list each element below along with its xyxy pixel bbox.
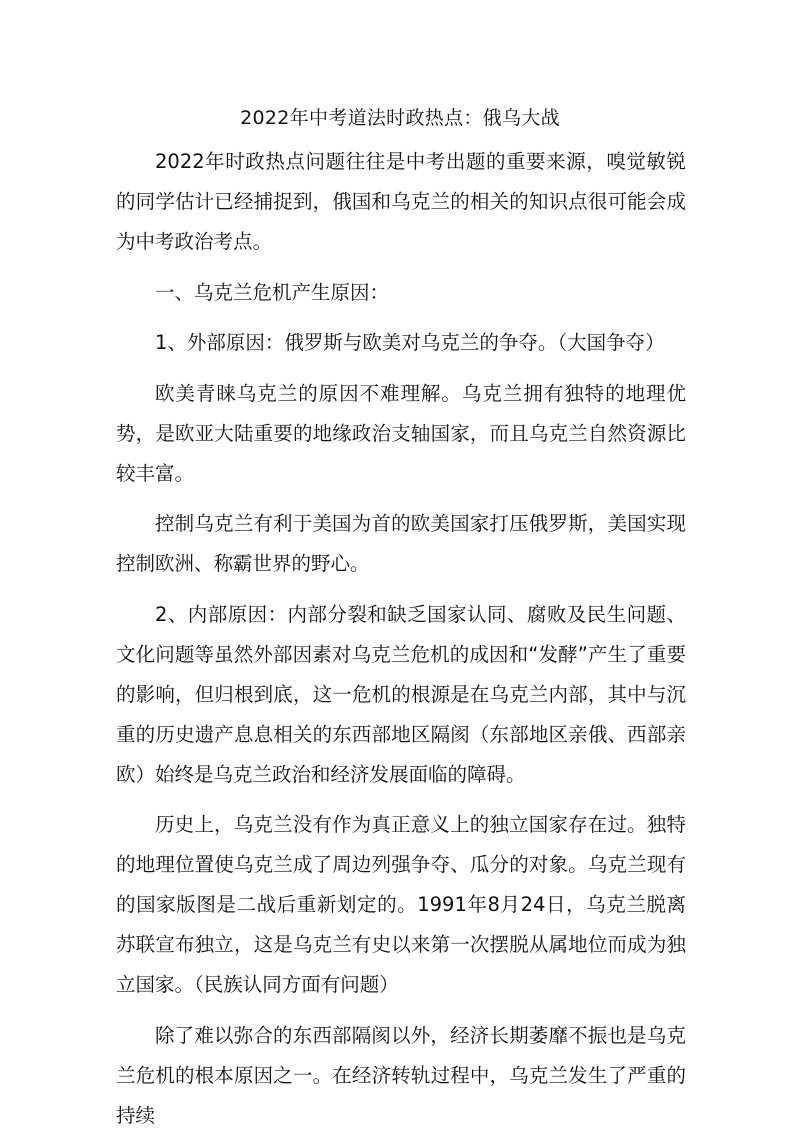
paragraph: 历史上，乌克兰没有作为真正意义上的独立国家存在过。独特的地理位置使乌克兰成了周边列强争夺、瓜分的对象。乌克兰现有的国家版图是二战后重新划定的。1991年8月24日，乌克兰脱离苏联宣布独立，这是乌克兰有史以来第一次摆脱从属地位而成为独立国家。（民族认同方面有问题） [116,813,686,996]
document-body [116,142,686,1146]
paragraph: 除了难以弥合的东西部隔阂以外，经济长期萎靡不振也是乌克兰危机的根本原因之一。在经济转轨过程中，乌克兰发生了严重的持续 [116,1023,686,1127]
subsection-heading: 1、外部原因：俄罗斯与欧美对乌克兰的争夺。（大国争夺） [155,331,665,354]
paragraph: 2022年时政热点问题往往是中考出题的重要来源，嗅觉敏锐的同学估计已经捕捉到，俄国和乌克兰的相关的知识点很可能会成为中考政治考点。 [116,150,686,253]
section-heading: 一、乌克兰危机产生原因： [155,280,390,304]
paragraph: 控制乌克兰有利于美国为首的欧美国家打压俄罗斯，美国实现控制欧洲、称霸世界的野心。 [116,512,686,575]
paragraph: 欧美青睐乌克兰的原因不难理解。乌克兰拥有独特的地理优势，是欧亚大陆重要的地缘政治支轴国家，而且乌克兰自然资源比较丰富。 [116,381,686,485]
subsection-paragraph: 2、内部原因：内部分裂和缺乏国家认同、腐败及民生问题、文化问题等虽然外部因素对乌克兰危机的成因和“发酵”产生了重要的影响，但归根到底，这一危机的根源是在乌克兰内部，其中与沉重的历史遗产息息相关的东西部地区隔阂（东部地区亲俄、西部亲欧）始终是乌克兰政治和经济发展面临的障碍。 [116,602,686,786]
document-title: 2022年中考道法时政热点：俄乌大战 [240,107,560,129]
